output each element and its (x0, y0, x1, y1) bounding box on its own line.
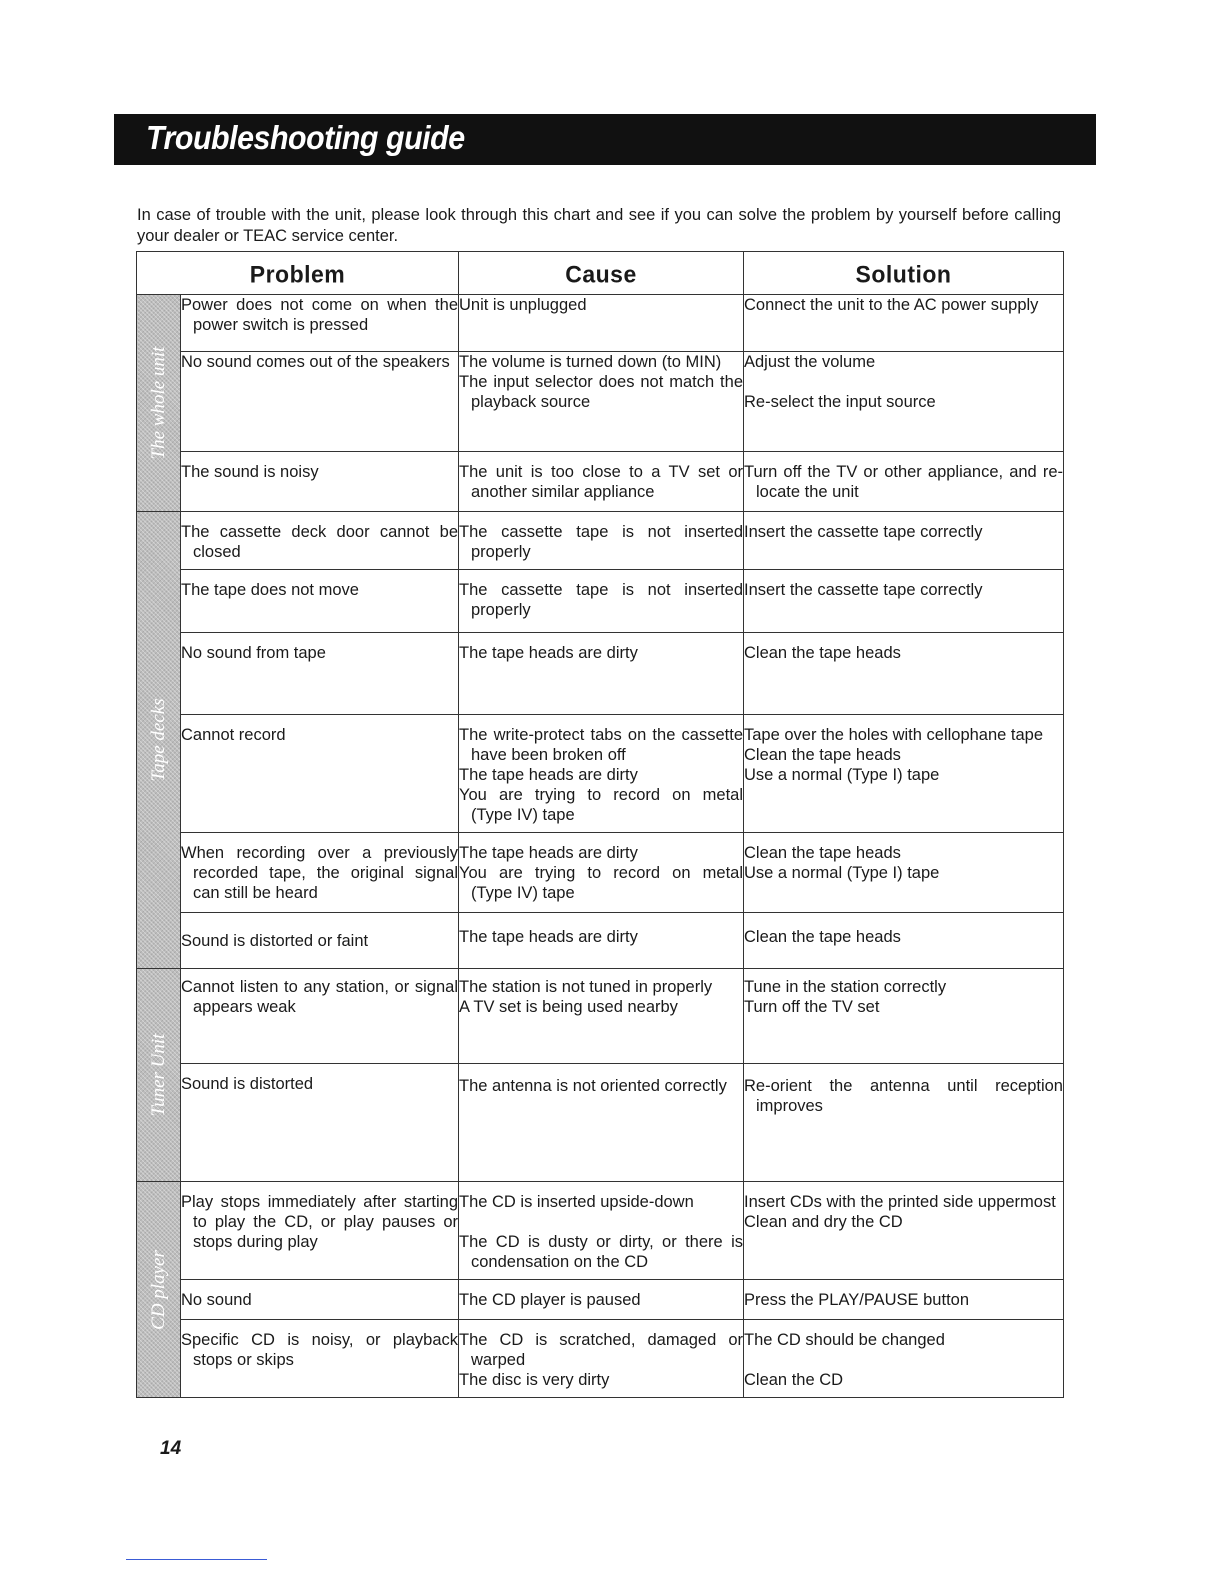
solution-cell: Re-orient the antenna until reception improves (744, 1064, 1064, 1182)
solution-cell: Tune in the station correctly Turn off the TV set (744, 969, 1064, 1064)
cause-cell: The unit is too close to a TV set or another similar appliance (459, 452, 744, 512)
table-row (137, 1280, 1064, 1320)
solution-cell: Insert the cassette tape correctly (744, 570, 1064, 633)
problem-cell: Sound is distorted or faint (181, 913, 459, 969)
problem-cell: Cannot record (181, 715, 459, 833)
problem-cell: Cannot listen to any station, or signal appears weak (181, 969, 459, 1064)
troubleshooting-table (136, 251, 1064, 1398)
problem-cell: Play stops immediately after starting to play the CD, or play pauses or stops during play (181, 1182, 459, 1280)
solution-cell: Press the PLAY/PAUSE button (744, 1280, 1064, 1320)
problem-cell: The cassette deck door cannot be closed (181, 512, 459, 570)
solution-cell: Clean the tape heads (744, 913, 1064, 969)
solution-cell: Clean the tape heads Use a normal (Type I) tape (744, 833, 1064, 913)
section-tuner-unit (137, 969, 181, 1182)
table-row (137, 295, 1064, 352)
problem-cell: No sound (181, 1280, 459, 1320)
table-header-row (137, 252, 1064, 295)
solution-cell: Clean the tape heads (744, 633, 1064, 715)
cause-cell: The volume is turned down (to MIN) The input selector does not match the playback source (459, 352, 744, 452)
table-row (137, 452, 1064, 512)
table-row (137, 352, 1064, 452)
cause-header: Cause (459, 250, 744, 295)
cause-cell: The write-protect tabs on the cassette have been broken off The tape heads are dirty You are trying to record on metal (Type IV) tape (459, 715, 744, 833)
section-label: Tuner Unit (147, 1033, 169, 1117)
solution-cell: Adjust the volume Re-select the input source (744, 352, 1064, 452)
table-row (137, 715, 1064, 833)
cause-cell: The CD player is paused (459, 1280, 744, 1320)
cause-cell: The tape heads are dirty You are trying to record on metal (Type IV) tape (459, 833, 744, 913)
cause-cell: Unit is unplugged (459, 295, 744, 352)
problem-cell: The sound is noisy (181, 452, 459, 512)
cause-cell: The CD is scratched, damaged or warped The disc is very dirty (459, 1320, 744, 1398)
table-row (137, 969, 1064, 1064)
problem-cell: Sound is distorted (181, 1064, 459, 1182)
table-row (137, 833, 1064, 913)
problem-header: Problem (137, 250, 459, 295)
intro-text: In case of trouble with the unit, please look through this chart and see if you can solve the problem by yourself before calling your dealer or TEAC service center. (137, 206, 1061, 245)
table-row (137, 1320, 1064, 1398)
table-row (137, 570, 1064, 633)
problem-cell: Power does not come on when the power switch is pressed (181, 295, 459, 352)
problem-cell: When recording over a previously recorded tape, the original signal can still be heard (181, 833, 459, 913)
page-number: 14 (160, 1438, 182, 1459)
solution-cell: The CD should be changed Clean the CD (744, 1320, 1064, 1398)
section-label: CD player (147, 1249, 169, 1330)
section-whole-unit (137, 295, 181, 512)
solution-cell: Insert the cassette tape correctly (744, 512, 1064, 570)
solution-header: Solution (744, 250, 1064, 295)
section-tape-decks (137, 512, 181, 969)
section-cd-player (137, 1182, 181, 1398)
cause-cell: The station is not tuned in properly A TV set is being used nearby (459, 969, 744, 1064)
page-title: Troubleshooting guide (146, 119, 465, 156)
footer-divider (126, 1559, 267, 1560)
cause-cell: The antenna is not oriented correctly (459, 1064, 744, 1182)
cause-cell: The CD is inserted upside-down The CD is dusty or dirty, or there is condensation on the CD (459, 1182, 744, 1280)
cause-cell: The cassette tape is not inserted properly (459, 512, 744, 570)
solution-cell: Tape over the holes with cellophane tape Clean the tape heads Use a normal (Type I) tape (744, 715, 1064, 833)
table-row (137, 512, 1064, 570)
cause-cell: The cassette tape is not inserted properly (459, 570, 744, 633)
cause-cell: The tape heads are dirty (459, 913, 744, 969)
table-row (137, 913, 1064, 969)
solution-cell: Connect the unit to the AC power supply (744, 295, 1064, 352)
problem-cell: No sound comes out of the speakers (181, 352, 459, 452)
solution-cell: Insert CDs with the printed side uppermost Clean and dry the CD (744, 1182, 1064, 1280)
section-label: Tape decks (147, 698, 169, 782)
section-label: The whole unit (147, 346, 169, 460)
title-banner (114, 114, 1096, 165)
problem-cell: Specific CD is noisy, or playback stops or skips (181, 1320, 459, 1398)
solution-cell: Turn off the TV or other appliance, and re-locate the unit (744, 452, 1064, 512)
problem-cell: No sound from tape (181, 633, 459, 715)
table-row (137, 633, 1064, 715)
table-row (137, 1064, 1064, 1182)
cause-cell: The tape heads are dirty (459, 633, 744, 715)
problem-cell: The tape does not move (181, 570, 459, 633)
table-row (137, 1182, 1064, 1280)
